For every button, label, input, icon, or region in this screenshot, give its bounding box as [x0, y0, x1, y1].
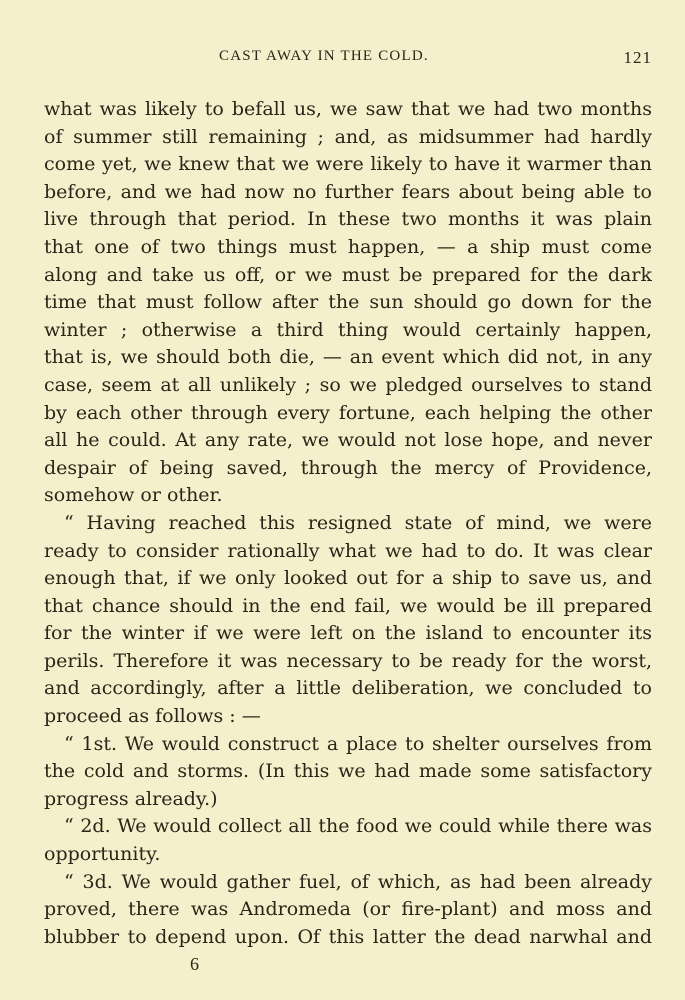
- text-line: and accordingly, after a little deliberation, we concluded to: [44, 677, 652, 700]
- text-line: that chance should in the end fail, we would be ill prepared: [44, 594, 652, 617]
- text-line: what was likely to befall us, we saw that we had two months: [44, 98, 652, 120]
- body-text: [44, 96, 652, 951]
- text-line: progress already.): [44, 787, 218, 810]
- text-line: “ 2d. We would collect all the food we could while there was: [64, 815, 652, 838]
- text-line: before, and we had now no further fears about being able to: [44, 180, 652, 203]
- text-line: proceed as follows : —: [44, 705, 261, 728]
- text-line: along and take us off, or we must be prepared for the dark: [44, 263, 652, 286]
- text-line: ready to consider rationally what we had to do. It was clear: [44, 539, 652, 562]
- text-line: all he could. At any rate, we would not lose hope, and never: [44, 429, 652, 452]
- text-line: “ Having reached this resigned state of mind, we were: [64, 511, 652, 534]
- signature-mark: 6: [190, 954, 199, 974]
- text-line: somehow or other.: [44, 484, 223, 507]
- text-line: “ 3d. We would gather fuel, of which, as had been already: [64, 870, 652, 893]
- text-line: perils. Therefore it was necessary to be ready for the worst,: [44, 649, 652, 672]
- text-line: that is, we should both die, — an event which did not, in any: [44, 346, 652, 369]
- text-line: time that must follow after the sun should go down for the: [44, 291, 652, 314]
- text-line: that one of two things must happen, — a ship must come: [44, 235, 652, 258]
- text-line: case, seem at all unlikely ; so we pledged ourselves to stand: [44, 373, 652, 396]
- text-line: live through that period. In these two months it was plain: [44, 208, 652, 231]
- page-number: 121: [623, 48, 652, 67]
- text-line: come yet, we knew that we were likely to have it warmer than: [44, 153, 652, 176]
- text-line: opportunity.: [44, 843, 161, 866]
- text-line: winter ; otherwise a third thing would certainly happen,: [44, 318, 652, 341]
- text-line: the cold and storms. (In this we had made some satisfactory: [44, 760, 652, 783]
- text-line: blubber to depend upon. Of this latter the dead narwhal and: [44, 925, 652, 948]
- text-line: despair of being saved, through the mercy of Providence,: [44, 456, 652, 479]
- text-line: of summer still remaining ; and, as midsummer had hardly: [44, 125, 652, 148]
- text-line: by each other through every fortune, each helping the other: [44, 401, 652, 424]
- text-line: for the winter if we were left on the island to encounter its: [44, 622, 652, 645]
- page-header: [44, 48, 652, 72]
- text-line: enough that, if we only looked out for a ship to save us, and: [44, 567, 652, 590]
- text-line: proved, there was Andromeda (or fire-plant) and moss and: [44, 898, 652, 921]
- text-line: “ 1st. We would construct a place to shelter ourselves from: [64, 732, 652, 755]
- running-head: CAST AWAY IN THE COLD.: [219, 48, 429, 64]
